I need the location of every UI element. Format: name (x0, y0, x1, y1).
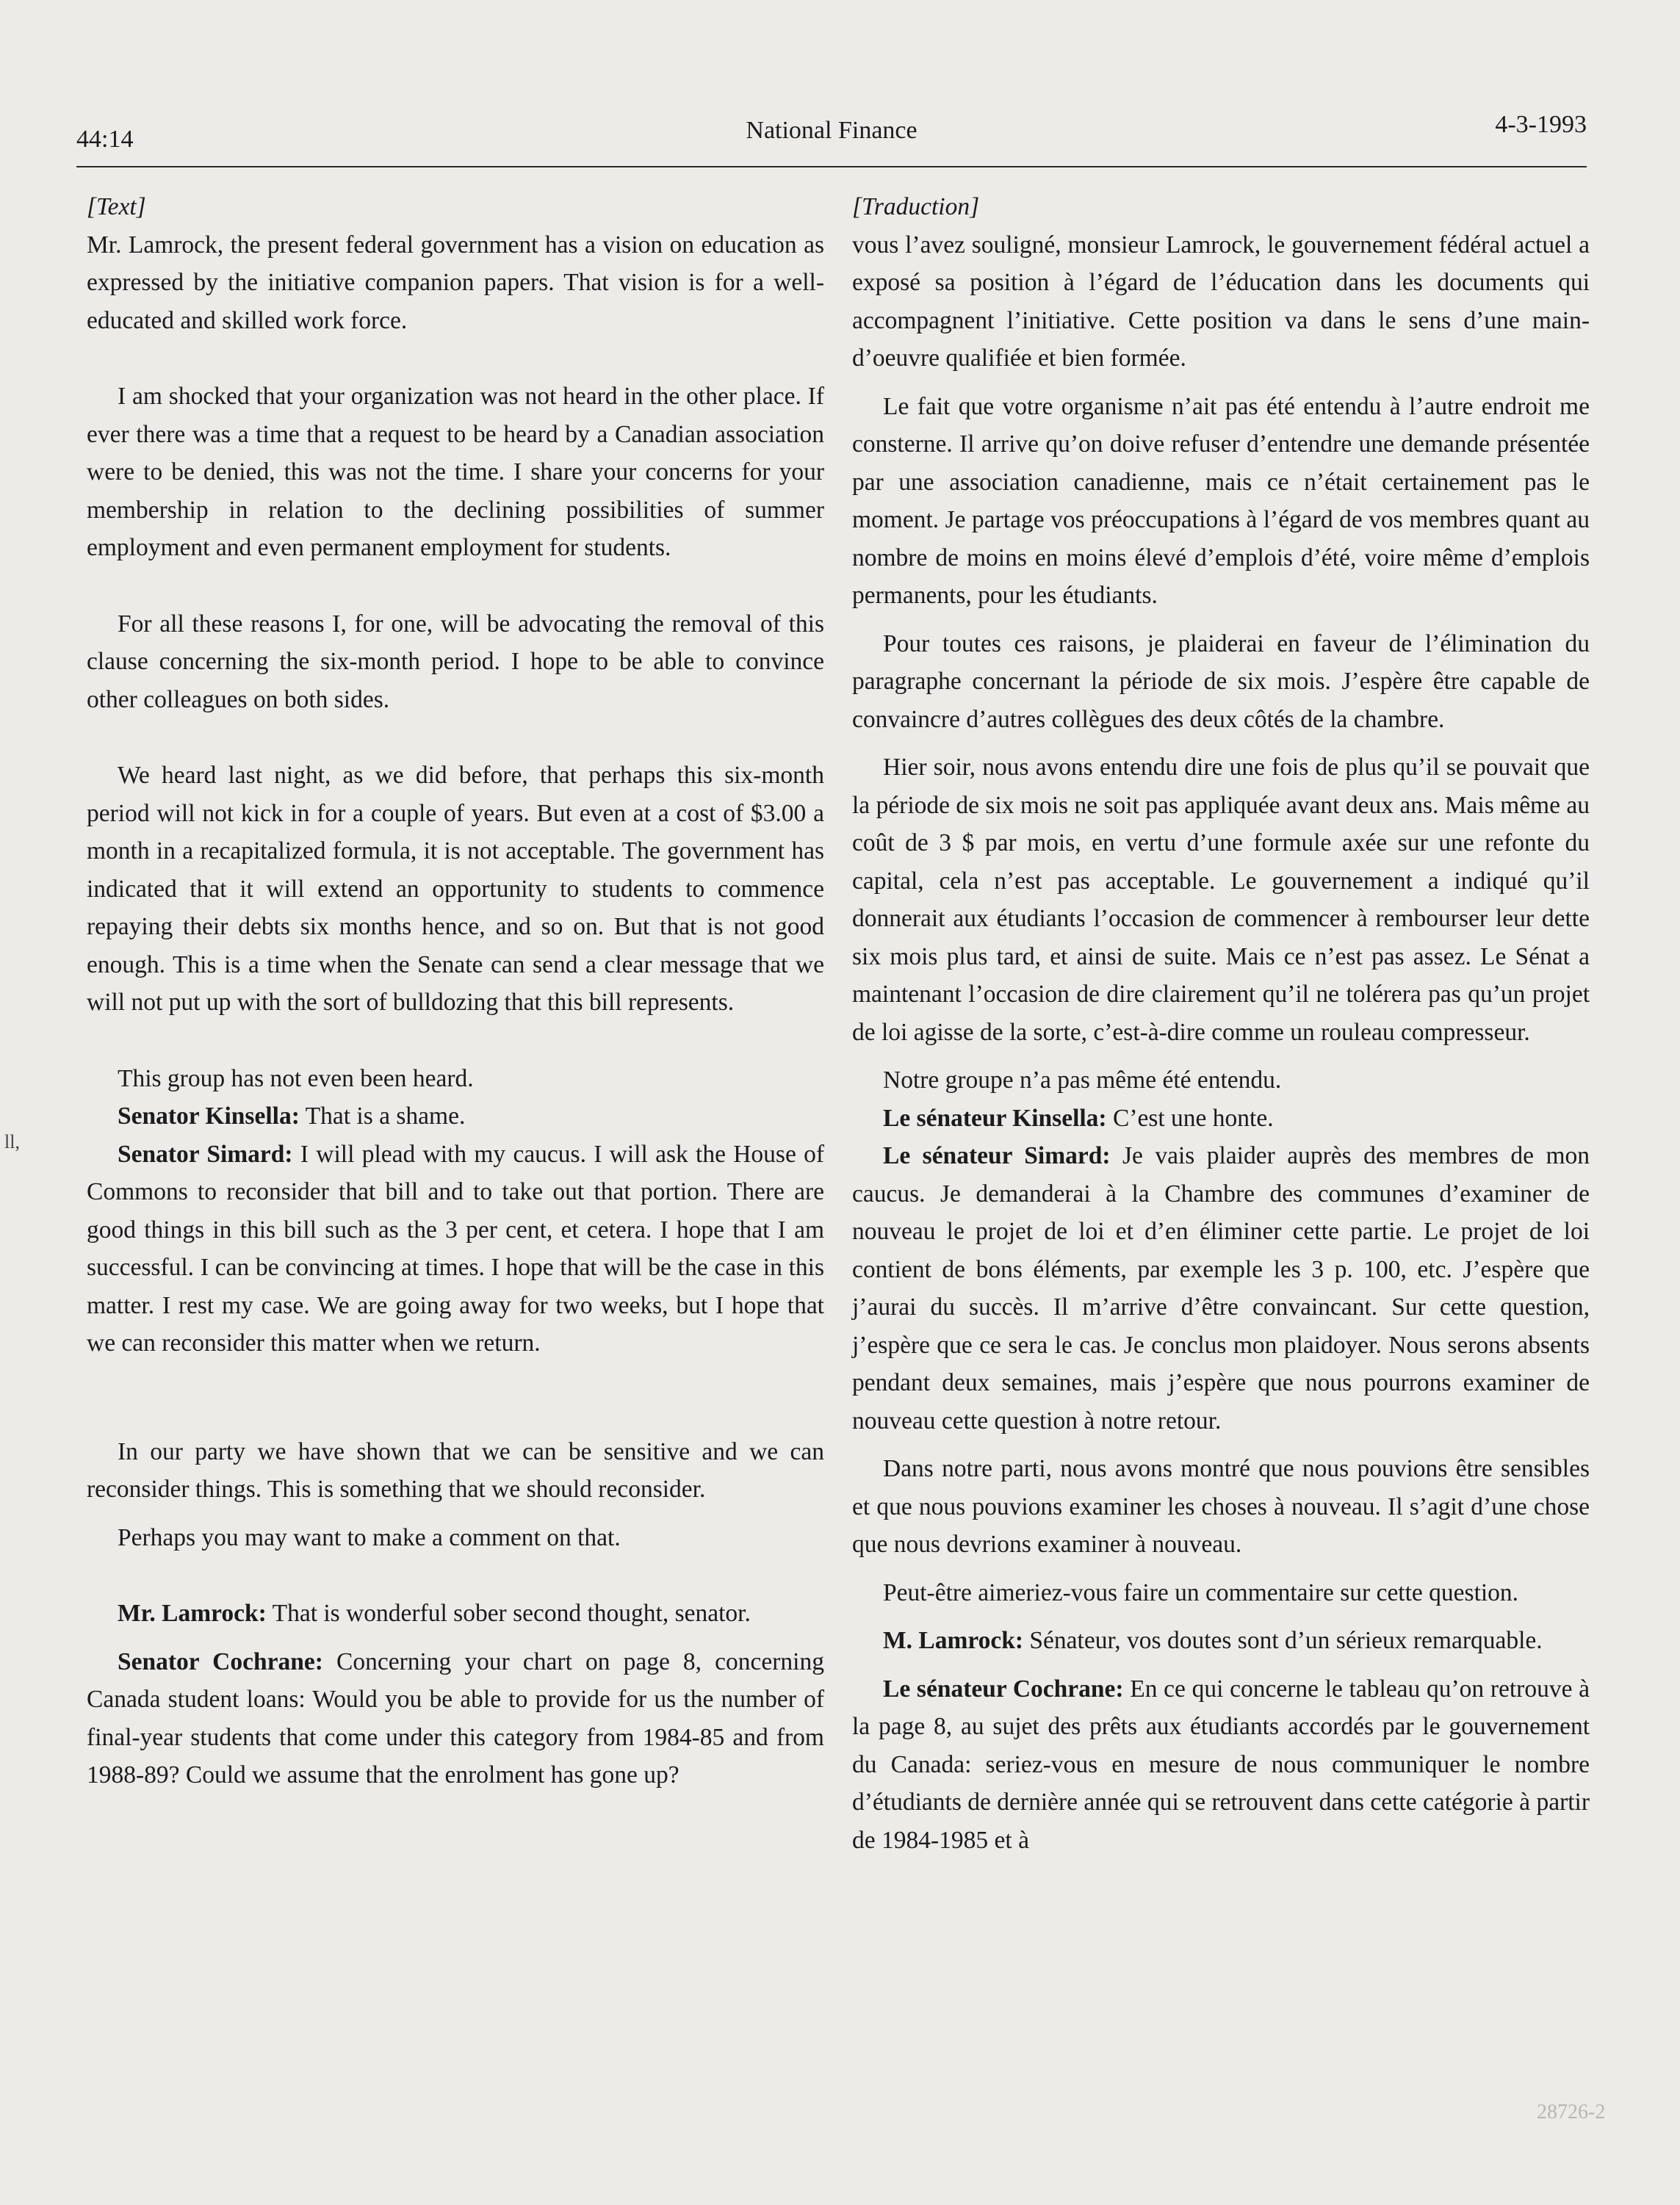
speaker-name: Le sénateur Simard: (883, 1142, 1111, 1169)
paragraph: vous l’avez souligné, monsieur Lamrock, le gouvernement fédéral actuel a exposé sa position à l’égard de l’éducation dans les documents qui accompagnent l’initiative. Cette position va dans le sens d’une main-d’oeuvre qualifiée et bien formée. (852, 231, 1590, 372)
margin-mark: ll, (4, 1131, 20, 1152)
paragraph: In our party we have shown that we can be sensitive and we can reconsider things. This is something that we should reconsider. (87, 1437, 824, 1503)
paragraph: For all these reasons I, for one, will be advocating the removal of this clause concerning the six-month period. I hope to be able to convince other colleagues on both sides. (87, 610, 824, 713)
speech (852, 1100, 1590, 1138)
paragraph: Mr. Lamrock, the present federal government has a vision on education as expressed by the initiative companion papers. That vision is for a well-educated and skilled work force. (87, 231, 824, 334)
speech-text: That is wonderful sober second thought, senator. (266, 1600, 751, 1627)
speaker-name: Mr. Lamrock: (118, 1600, 267, 1627)
paragraph: Peut-être aimeriez-vous faire un commentaire sur cette question. (883, 1578, 1519, 1606)
speaker-name: Senator Cochrane: (118, 1648, 323, 1675)
speech (852, 1670, 1590, 1860)
header-rule (76, 166, 1587, 167)
paragraph: Dans notre parti, nous avons montré que nous pouvions être sensibles et que nous pouvions examiner les choses à nouveau. Il s’agit d’une chose que nous devrions examiner à nouveau. (852, 1455, 1590, 1558)
speech-text: Je vais plaider auprès des membres de mon caucus. Je demanderai à la Chambre des communes d’examiner de nouveau le projet de loi et d’en éliminer cette partie. Le projet de loi contient de bons éléments, par exemple les 3 p. 100, etc. J’espère que j’aurai du succès. Il m’arrive d’être convaincant. Sur cette question, j’espère que ce sera le cas. Je conclus mon plaidoyer. Nous serons absents pendant deux semaines, mais j’espère que nous pourrons examiner de nouveau cette question à notre retour. (852, 1142, 1590, 1434)
speaker-name: Senator Kinsella: (118, 1102, 300, 1130)
translation-label: [Traduction] (852, 193, 980, 220)
text-label: [Text] (87, 193, 146, 220)
page-date: 4-3-1993 (1495, 111, 1587, 138)
speech-text: En ce qui concerne le tableau qu’on retrouve à la page 8, au sujet des prêts aux étudiants accordés par le gouvernement du Canada: seriez-vous en mesure de nous communiquer le nombre d’étudiants de dernière année qui se retrouvent dans cette catégorie à partir de 1984-1985 et à (852, 1675, 1590, 1854)
running-title: National Finance (746, 117, 917, 144)
paragraph: Le fait que votre organisme n’ait pas été entendu à l’autre endroit me consterne. Il arrive qu’on doive refuser d’entendre une demande présentée par une association canadienne, mais ce n’était certainement pas le moment. Je partage vos préoccupations à l’égard de vos membres quant au nombre de moins en moins élevé d’emplois d’été, voire même d’emplois permanents, pour les étudiants. (852, 392, 1590, 609)
speaker-name: Le sénateur Cochrane: (883, 1675, 1124, 1703)
french-column (852, 188, 1590, 1859)
speaker-name: Senator Simard: (118, 1140, 293, 1168)
english-column (87, 188, 824, 1794)
speech-text: Concerning your chart on page 8, concerning Canada student loans: Would you be able to provide for us the number of final-year students that come under this category from 1984-85 and from 1988-89? Could we assume that the enrolment has gone up? (87, 1648, 824, 1789)
speaker-name: M. Lamrock: (883, 1627, 1024, 1654)
speaker-name: Le sénateur Kinsella: (883, 1104, 1107, 1132)
speech (87, 1595, 824, 1633)
speech (852, 1622, 1590, 1660)
paragraph: We heard last night, as we did before, that perhaps this six-month period will not kick in for a couple of years. But even at a cost of $3.00 a month in a recapitalized formula, it is not acceptable. The government has indicated that it will extend an opportunity to students to commence repaying their debts six months hence, and so on. But that is not good enough. This is a time when the Senate can send a clear message that we will not put up with the sort of bulldozing that this bill represents. (87, 762, 824, 1016)
paragraph: This group has not even been heard. (118, 1064, 474, 1092)
paragraph: Notre groupe n’a pas même été entendu. (883, 1067, 1282, 1094)
page-header (76, 110, 1587, 162)
speech-text: That is a shame. (299, 1102, 466, 1130)
speech (87, 1643, 824, 1794)
speech-text: C’est une honte. (1106, 1104, 1274, 1132)
speech-text: I will plead with my caucus. I will ask the House of Commons to reconsider that bill and to take out that portion. There are good things in this bill such as the 3 per cent, et cetera. I hope that I am successful. I can be convincing at times. I hope that will be the case in this matter. I rest my case. We are going away for two weeks, but I hope that we can reconsider this matter when we return. (87, 1140, 824, 1357)
paragraph: I am shocked that your organization was not heard in the other place. If ever there was a time that a request to be heard by a Canadian association were to be denied, this was not the time. I share your concerns for your membership in relation to the declining possibilities of summer employment and even permanent employment for students. (87, 383, 824, 561)
paragraph: Perhaps you may want to make a comment on that. (118, 1523, 621, 1551)
page-number: 44:14 (76, 126, 134, 153)
footer-code: 28726-2 (1537, 2101, 1606, 2123)
paragraph: Pour toutes ces raisons, je plaiderai en faveur de l’élimination du paragraphe concernant la période de six mois. J’espère être capable de convaincre d’autres collègues des deux côtés de la chambre. (852, 629, 1590, 733)
paragraph: Hier soir, nous avons entendu dire une fois de plus qu’il se pouvait que la période de six mois ne soit pas appliquée avant deux ans. Mais même au coût de 3 $ par mois, en vertu d’une formule axée sur une refonte du capital, cela n’est pas acceptable. Le gouvernement a indiqué qu’il donnerait aux étudiants l’occasion de commencer à rembourser leur dette six mois plus tard, et ainsi de suite. Mais ce n’est pas assez. Le Sénat a maintenant l’occasion de dire clairement qu’il ne tolérera pas qu’un projet de loi agisse de la sorte, c’est-à-dire comme un rouleau compresseur. (852, 754, 1590, 1046)
speech (87, 1097, 824, 1136)
speech-text: Sénateur, vos doutes sont d’un sérieux remarquable. (1023, 1627, 1543, 1654)
speech (852, 1137, 1590, 1440)
speech (87, 1136, 824, 1363)
